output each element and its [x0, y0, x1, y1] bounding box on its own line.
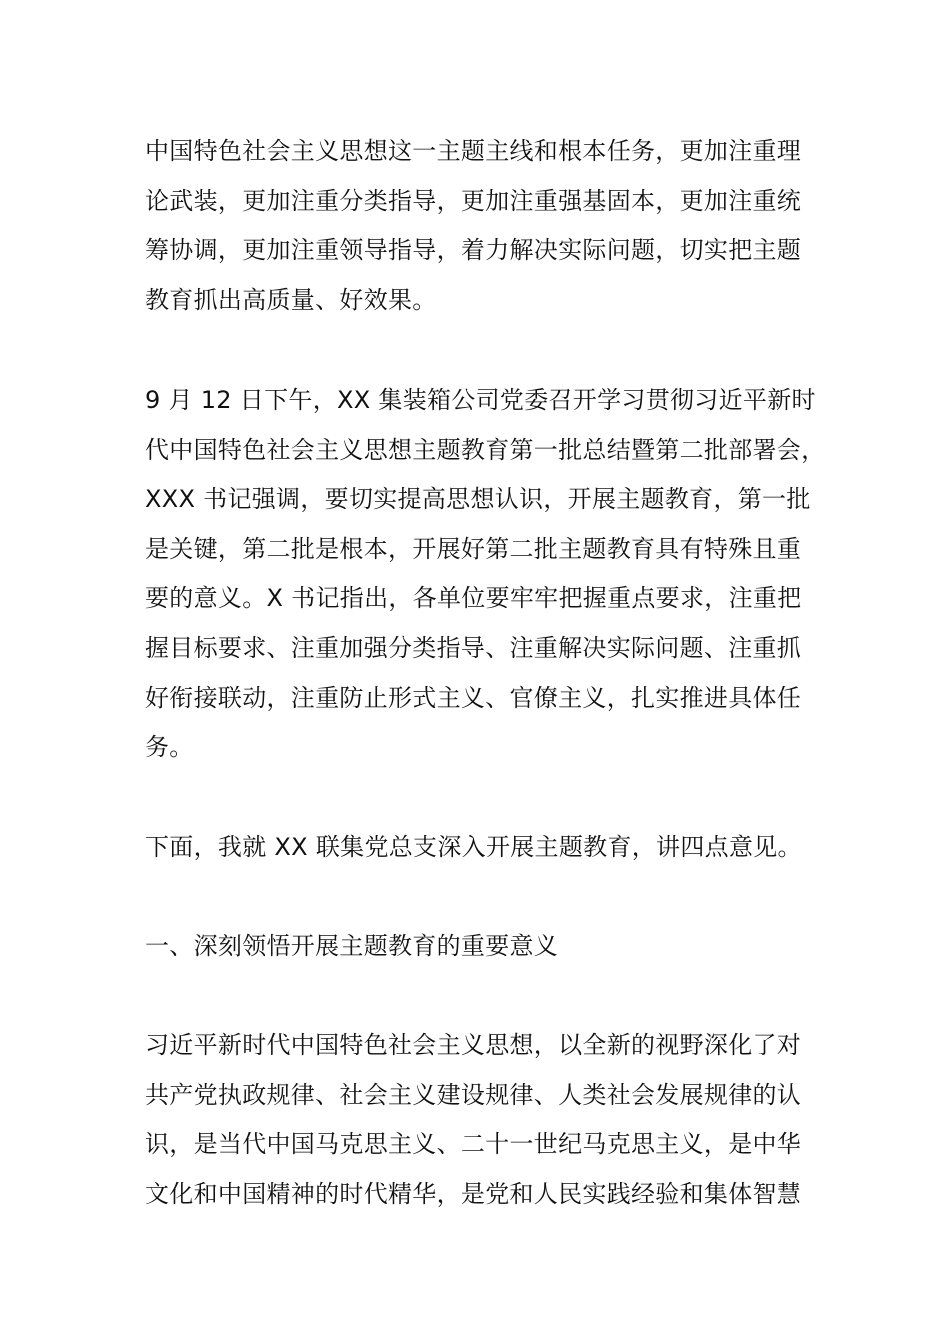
- text-line: 9 月 12 日下午，XX 集装箱公司党委召开学习贯彻习近平新时: [145, 386, 816, 414]
- text-line: 是关键，第二批是根本，开展好第二批主题教育具有特殊且重: [145, 534, 802, 563]
- text-line: 务。: [145, 733, 194, 762]
- text-line: 下面，我就 XX 联集党总支深入开展主题教育，讲四点意见。: [145, 833, 802, 861]
- paragraph-4: [145, 1021, 825, 1219]
- paragraph-3: [145, 823, 825, 873]
- text-line: 识，是当代中国马克思主义、二十一世纪马克思主义，是中华: [145, 1130, 802, 1159]
- paragraph-2: [145, 376, 825, 773]
- paragraph-1: [145, 127, 825, 325]
- text-line: 论武装，更加注重分类指导，更加注重强基固本，更加注重统: [145, 186, 802, 215]
- text-line: 筹协调，更加注重领导指导，着力解决实际问题，切实把主题: [145, 236, 802, 265]
- text-line: 要的意义。X 书记指出，各单位要牢牢把握重点要求，注重把: [145, 584, 802, 613]
- text-line: 中国特色社会主义思想这一主题主线和根本任务，更加注重理: [145, 137, 802, 165]
- text-line: 共产党执政规律、社会主义建设规律、人类社会发展规律的认: [145, 1080, 802, 1109]
- section-heading-1: [145, 922, 825, 972]
- text-line: 教育抓出高质量、好效果。: [145, 285, 437, 314]
- text-line: 握目标要求、注重加强分类指导、注重解决实际问题、注重抓: [145, 633, 802, 662]
- text-line: XXX 书记强调，要切实提高思想认识，开展主题教育，第一批: [145, 485, 811, 514]
- text-line: 习近平新时代中国特色社会主义思想，以全新的视野深化了对: [145, 1031, 802, 1059]
- text-line: 文化和中国精神的时代精华，是党和人民实践经验和集体智慧: [145, 1179, 802, 1208]
- heading-line: 一、深刻领悟开展主题教育的重要意义: [145, 932, 559, 960]
- text-line: 代中国特色社会主义思想主题教育第一批总结暨第二批部署会，: [145, 435, 826, 464]
- text-line: 好衔接联动，注重防止形式主义、官僚主义，扎实推进具体任: [145, 683, 802, 712]
